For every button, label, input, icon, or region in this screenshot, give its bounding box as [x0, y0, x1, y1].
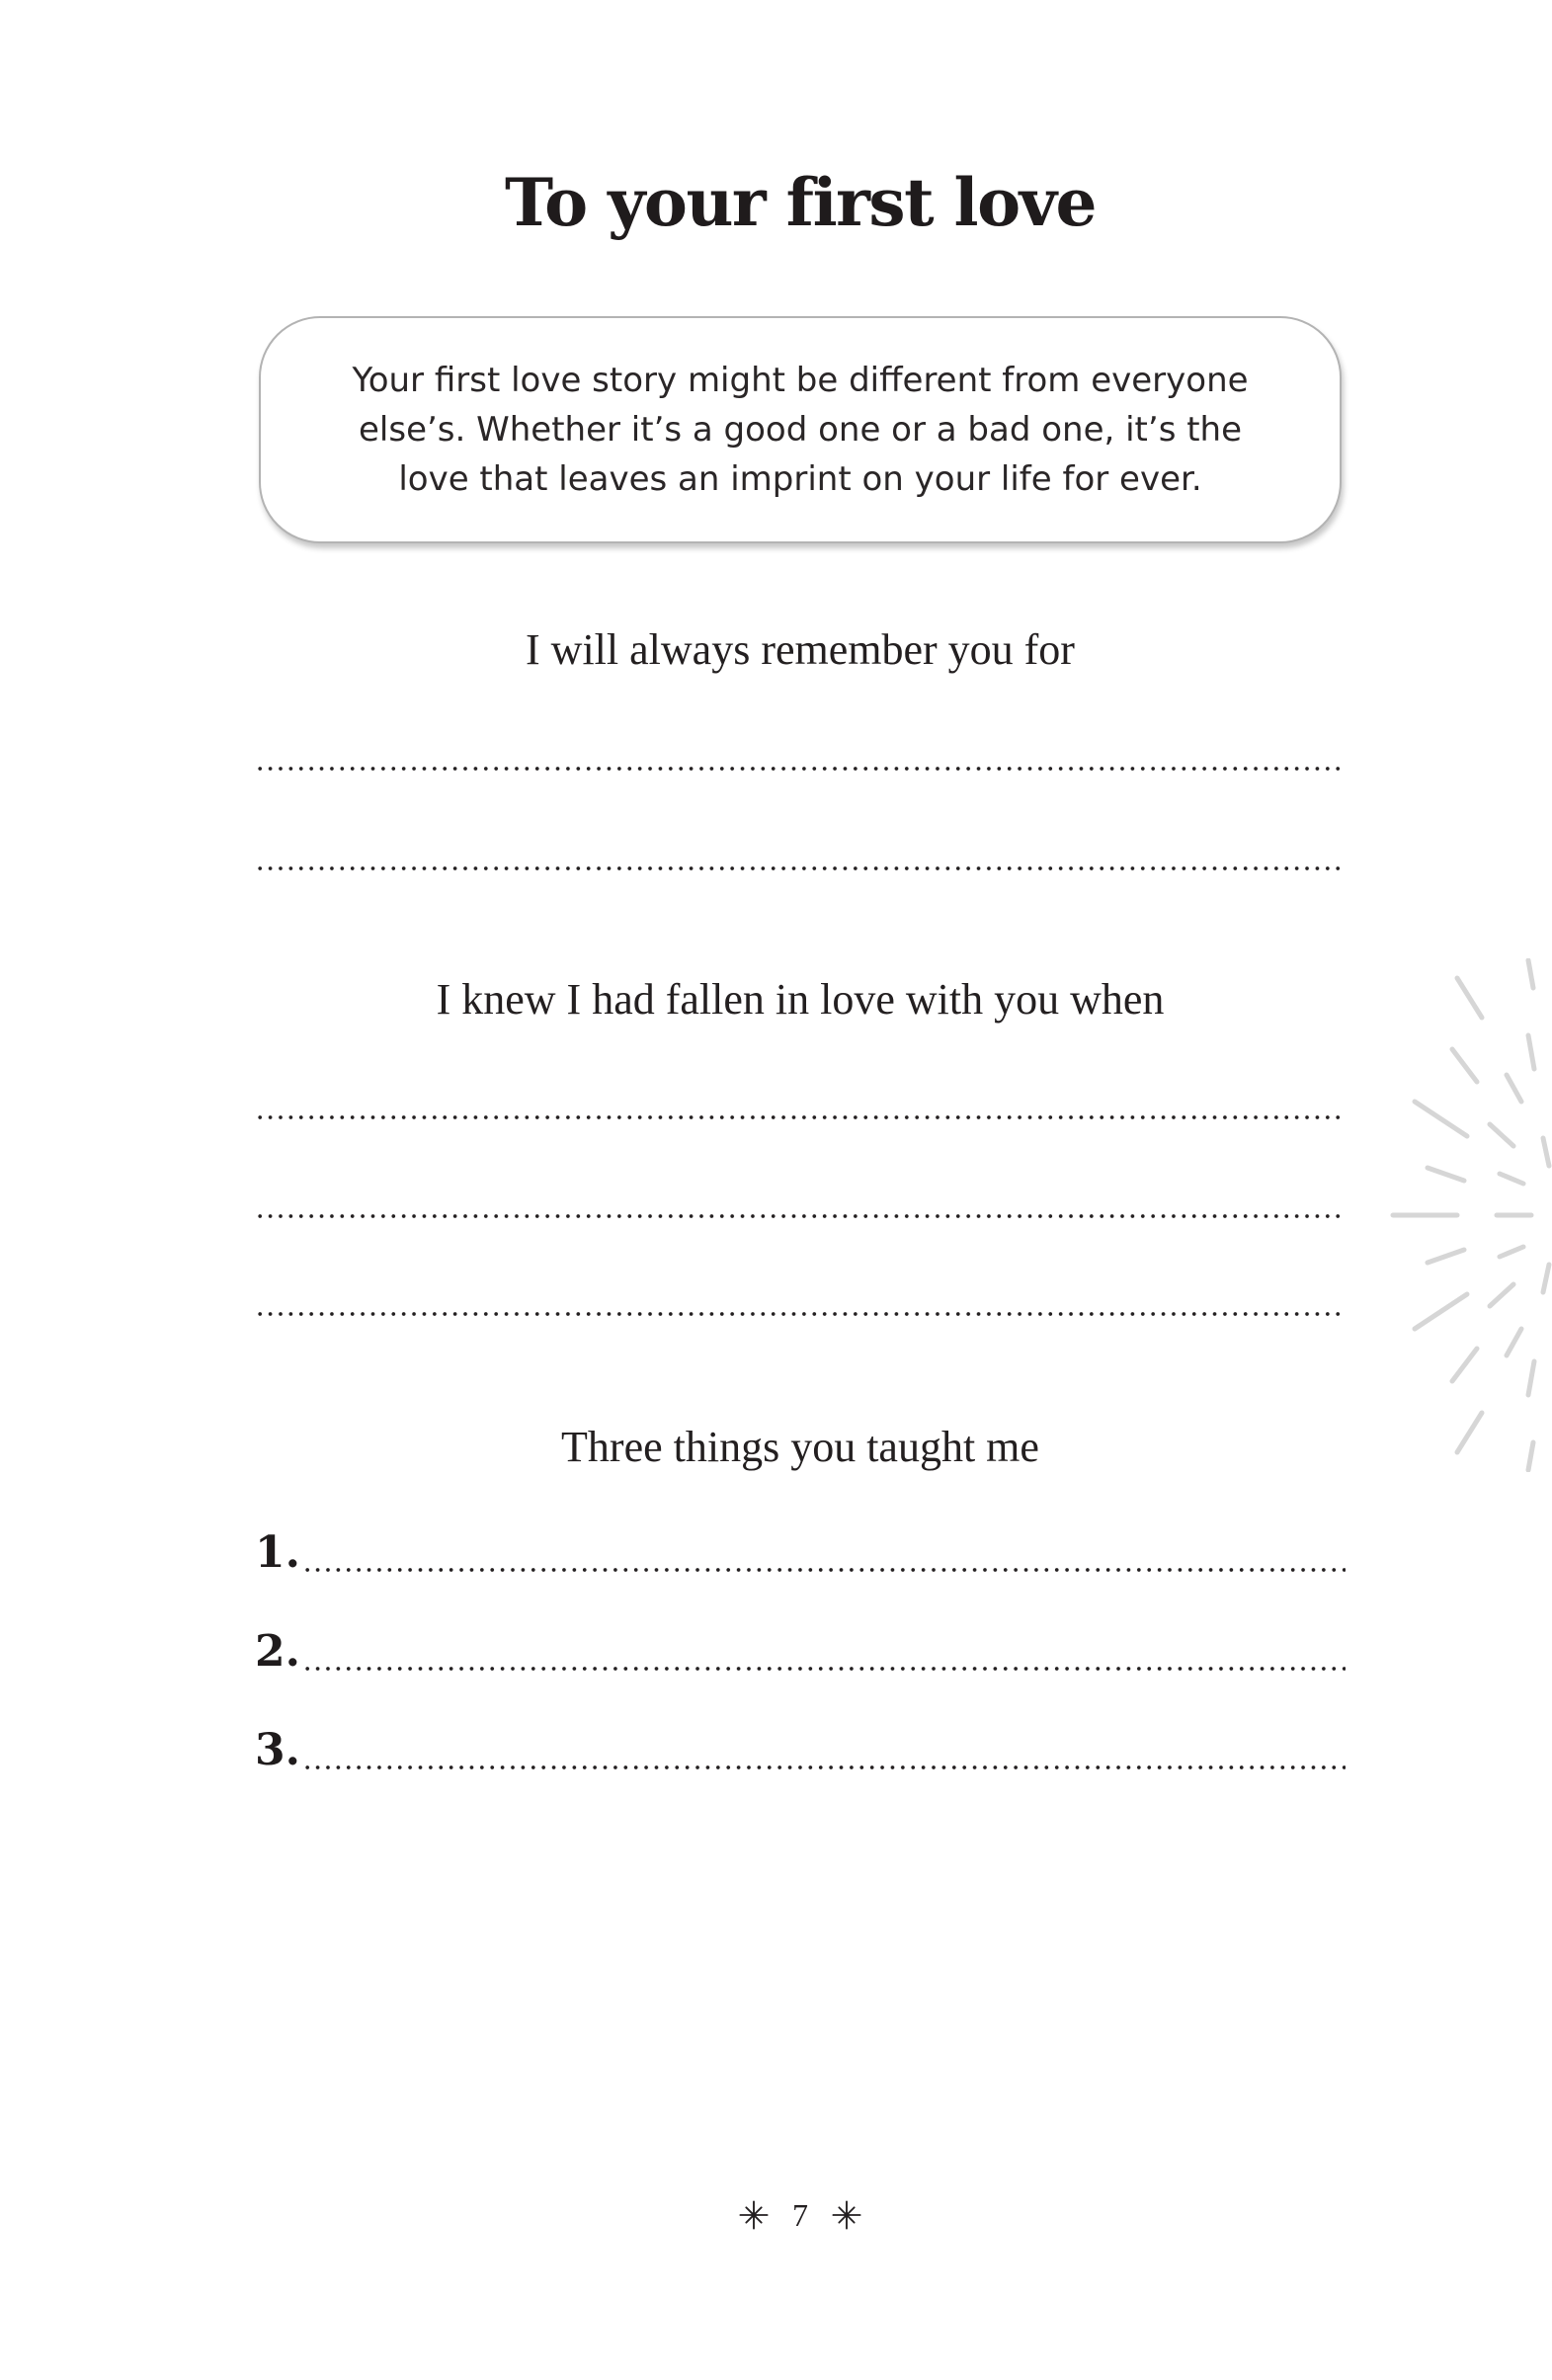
star-burst-icon: [830, 2198, 863, 2232]
answer-line[interactable]: [302, 1567, 1346, 1573]
prompt-three-things: Three things you taught me: [561, 1423, 1039, 1471]
answer-line[interactable]: [255, 1213, 1346, 1219]
prompt-remember: I will always remember you for: [526, 625, 1075, 674]
page-title: To your first love: [505, 164, 1096, 241]
intro-box: [259, 316, 1342, 543]
answer-line[interactable]: [255, 1311, 1346, 1317]
numbered-item: [255, 1519, 1346, 1579]
numbered-item: [255, 1618, 1346, 1678]
page-number: 7: [792, 2197, 808, 2233]
answer-line[interactable]: [255, 865, 1346, 871]
answer-line[interactable]: [255, 1114, 1346, 1120]
numbered-item: [255, 1717, 1346, 1776]
item-number: 1.: [255, 1527, 300, 1578]
intro-text: Your first love story might be different from everyone else’s. Whether it’s a good one or a bad one, it’s the love that leaves an imprint on your life for ever.: [352, 361, 1249, 499]
answer-line[interactable]: [255, 766, 1346, 772]
prompt-fell-in-love: I knew I had fallen in love with you when: [436, 975, 1165, 1024]
answer-line[interactable]: [302, 1666, 1346, 1672]
item-number: 2.: [255, 1626, 300, 1677]
star-burst-icon: [737, 2198, 771, 2232]
sunburst-icon: [1324, 958, 1552, 1472]
answer-line[interactable]: [302, 1764, 1346, 1770]
page-footer: [0, 2195, 1552, 2235]
item-number: 3.: [255, 1725, 300, 1775]
